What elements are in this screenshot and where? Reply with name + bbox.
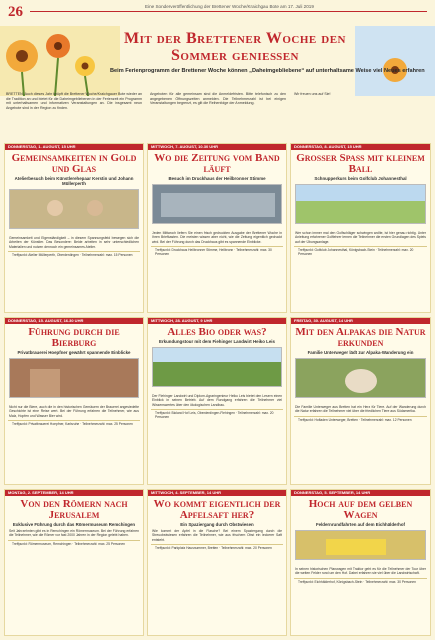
event-subtitle: Exklusive Führung durch das Römermuseum Remchingen bbox=[12, 522, 136, 527]
event-title: Mit den Alpakas die Natur erkunden bbox=[295, 326, 426, 349]
event-subtitle: Privatbrauerei Hoepfner gewährt spannende Einblicke bbox=[17, 350, 131, 355]
page-header bbox=[0, 0, 435, 26]
intro-column-2: Angeboten für alle gemeinsam sind die Anmeldefristen. Bitte telefonisch zu den angegebenen Öffnungszeiten anmelden. Die Teilnehmerzahl ist bei einigen Veranstaltungen begrenzt, es gilt die Reihenfolge der Anmeldung. bbox=[150, 92, 286, 106]
event-title: Wo die Zeitung vom Band läuft bbox=[154, 152, 280, 175]
event-photo bbox=[9, 358, 139, 398]
event-text: Der Flehinger Landwirt und Diplom-Agraringenieur Heiko Leis bietet den Lesern einen Einblick in seinen Betrieb. Auf dem Rundgang erfahren die Teilnehmer viel Wissenswertes über den ökologischen Landbau. bbox=[152, 394, 282, 407]
event-card-3 bbox=[290, 143, 431, 313]
page-subheadline: Beim Ferienprogramm der Brettener Woche können „Daheimgebliebene“ auf unterhaltsame Weise viel Neues erfahren bbox=[110, 68, 425, 74]
event-info: Treffpunkt: Golfclub Johannesthal, Königsbach-Stein · Teilnehmerzahl: max. 20 Personen bbox=[294, 246, 427, 258]
event-info: Treffpunkt: Parkplatz Hausnummer, Bretten · Teilnehmerzahl: max. 20 Personen bbox=[151, 544, 283, 551]
page-headline: Mit der Brettener Woche den Sommer genießen bbox=[124, 30, 346, 64]
event-photo bbox=[295, 530, 426, 560]
event-card-9 bbox=[290, 489, 431, 636]
event-photo bbox=[152, 184, 282, 224]
event-date-bar: MITTWOCH, 4. SEPTEMBER, 14 UHR bbox=[148, 490, 286, 496]
event-title: Großer Spaß mit kleinem Ball bbox=[296, 152, 425, 175]
event-info: Treffpunkt: Eichhälderhof, Königsbach-Stein · Teilnehmerzahl: max. 30 Personen bbox=[294, 578, 427, 585]
event-subtitle: Besuch im Druckhaus der Heilbronner Stimme bbox=[168, 176, 266, 181]
event-subtitle: Schnupperkurs beim Golfclub Johannesthal bbox=[314, 176, 407, 181]
event-date-bar: MONTAG, 2. SEPTEMBER, 14 UHR bbox=[5, 490, 143, 496]
event-photo bbox=[295, 184, 426, 224]
event-title: Von den Römern nach Jerusalem bbox=[20, 498, 128, 521]
event-info: Treffpunkt: Atelier Müllerperth, Oberderdingen · Teilnehmerzahl: max. 15 Personen bbox=[8, 251, 140, 258]
event-info: Treffpunkt: Privatbrauerei Hoepfner, Karlsruhe · Teilnehmerzahl: max. 25 Personen bbox=[8, 420, 140, 427]
event-text: Nicht nur die Biere, auch die in den historischen Gemäuern der Brauerei angesiedelte Geschichte ist eine Reise wert. Bei der Führung erfahren die Teilnehmer, wie aus Malz, Hopfen und Wasser Bier wird. bbox=[9, 405, 139, 418]
event-card-7 bbox=[4, 489, 144, 636]
event-date-bar: MITTWOCH, 28. AUGUST, 9 UHR bbox=[148, 318, 286, 324]
event-subtitle: Feldernrundfahrten auf dem Eichhälderhof bbox=[315, 522, 406, 527]
flowers-illustration bbox=[0, 26, 120, 96]
event-text: Wie kommt der Apfel in die Flasche? Bei einem Spaziergang durch die Streuobstwiesen erfahren die Teilnehmer, wie aus frischem Obst ein leckerer Saft entsteht. bbox=[152, 529, 282, 542]
event-date-bar: DONNERSTAG, 1. AUGUST, 15 UHR bbox=[5, 144, 143, 150]
event-card-4 bbox=[4, 317, 144, 485]
intro-column-3: Wir freuen uns auf Sie! bbox=[294, 92, 331, 96]
event-title: Alles Bio oder was? bbox=[167, 326, 267, 338]
event-info: Treffpunkt: Hofladen Unterweger, Bretten · Teilnehmerzahl: max. 12 Personen bbox=[294, 416, 427, 423]
intro-column-1: BRETTEN. Auch dieses Jahr knüpft die Brettener Woche/Kraichgauer Bote wieder an die Tradition an und bietet für die Daheimgebliebenen in der Ferienzeit ein Programm mit unterhaltsamen und informativen Veranstaltungen an. Die insgesamt neun Angebote sind in der Region zu finden. bbox=[6, 92, 142, 110]
sky-illustration bbox=[355, 26, 435, 96]
event-title: Führung durch die Bierburg bbox=[28, 326, 120, 349]
event-card-8 bbox=[147, 489, 287, 636]
event-subtitle: Ein Spaziergang durch Obstwiesen bbox=[180, 522, 254, 527]
event-title: Hoch auf dem gelben Wagen bbox=[308, 498, 413, 521]
event-date-bar: MITTWOCH, 7. AUGUST, 10.30 UHR bbox=[148, 144, 286, 150]
event-card-1 bbox=[4, 143, 144, 313]
event-date-bar: FREITAG, 30. AUGUST, 14 UHR bbox=[291, 318, 430, 324]
event-date-bar: DONNERSTAG, 8. AUGUST, 15 UHR bbox=[291, 144, 430, 150]
event-text: In seinen historischen Planwagen mit Traktor geht es für die Teilnehmer der Tour über die weiten Felder rund um den Hof. Dabei erfahren sie viel über die Landwirtschaft. bbox=[295, 567, 426, 576]
event-subtitle: Familie Unterweger lädt zur Alpaka-Wanderung ein bbox=[307, 350, 414, 355]
event-date-bar: DONNERSTAG, 15. AUGUST, 16.30 UHR bbox=[5, 318, 143, 324]
event-title: Gemeinsamkeiten in Gold und Glas bbox=[11, 152, 137, 175]
event-text: Seit Jahrzehnten gibt es in Remchingen ein Römermuseum. Bei der Führung erfahren die Teilnehmer, wie die Römer vor fast 2000 Jahren in der Region gelebt haben. bbox=[9, 529, 139, 538]
event-info: Treffpunkt: Römermuseum, Remchingen · Teilnehmerzahl: max. 25 Personen bbox=[8, 540, 140, 547]
event-text: Gemeinsamkeit und Eigenständigkeit – in diesem Spannungsfeld bewegen sich die Arbeiten der Künstler. Das Besondere: Beide arbeiten in sehr unterschiedlichen Materialien und nutzen dennoch ein gemeinsames Atelier. bbox=[9, 236, 139, 249]
event-subtitle: Atelierbesuch beim Künstlerehepaar Kerstin und Johann Müllerperth bbox=[14, 176, 134, 186]
event-photo bbox=[9, 189, 139, 229]
event-card-6 bbox=[290, 317, 431, 485]
event-info: Treffpunkt: Bioland Hof Leis, Oberderdingen-Flehingen · Teilnehmerzahl: max. 20 Personen bbox=[151, 409, 283, 421]
event-title: Wo kommt eigentlich der Apfelsaft her? bbox=[153, 498, 281, 521]
header-rule bbox=[30, 11, 427, 12]
event-date-bar: DONNERSTAG, 5. SEPTEMBER, 14 UHR bbox=[291, 490, 430, 496]
event-photo bbox=[295, 358, 426, 398]
event-subtitle: Erkundungstour mit dem Fiehinger Landwirt Heiko Leis bbox=[159, 339, 275, 344]
event-info: Treffpunkt: Druckhaus Heilbronner Stimme, Heilbronn · Teilnehmerzahl: max. 30 Personen bbox=[151, 246, 283, 258]
event-text: Die Familie Unterweger aus Bretten hat ein Herz für Tiere. Auf der Wanderung durch die Natur erfahren die Teilnehmer viel über die friedlichen Tiere aus Südamerika. bbox=[295, 405, 426, 414]
event-text: Jeden Mittwoch liefern Sie einen frisch gedruckten Ausgabe der Brettener Woche in Ihren Briefkasten. Die meisten wissen aber nicht, wie die Zeitung eigentlich gedruckt wird. Bei der Führung durch das Druckhaus gibt es spannende Einblicke. bbox=[152, 231, 282, 244]
event-text: Wer schon immer mal den Golfschläger schwingen wollte, ist hier genau richtig. Unter Anleitung erfahrener Golflehrer lernen die Teilnehmer die ersten Grundlagen des Spiels auf der Übungsanlage. bbox=[295, 231, 426, 244]
event-photo bbox=[152, 347, 282, 387]
page-number: 26 bbox=[8, 4, 23, 20]
event-card-5 bbox=[147, 317, 287, 485]
event-card-2 bbox=[147, 143, 287, 313]
publication-line: Eine Sonderveröffentlichung der Brettener Woche/Kraichgau Bote am 17. Juli 2019 bbox=[145, 4, 314, 9]
